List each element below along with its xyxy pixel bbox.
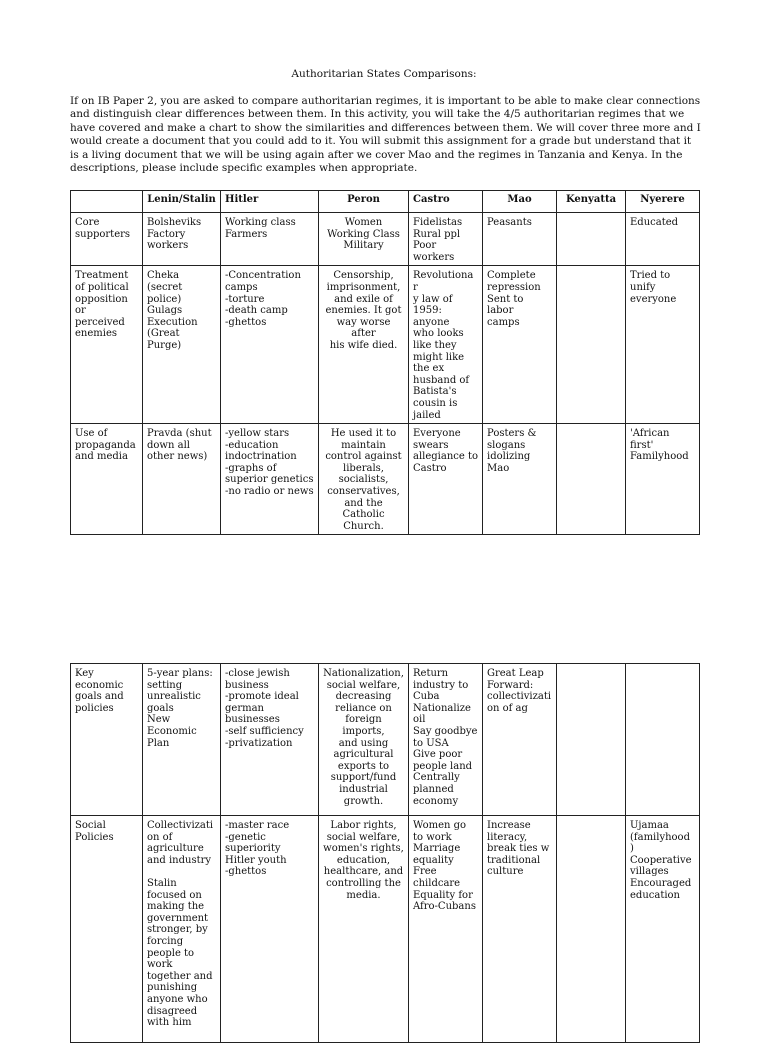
header-cell: Lenin/Stalin — [143, 191, 221, 213]
table-cell: Revolutionar y law of 1959: anyone who looks like they might like the ex husband of Batista's cousin is jailed — [409, 266, 483, 424]
table-cell: Return industry to Cuba Nationalize oil Say goodbye to USA Give poor people land Centrally planned economy — [409, 664, 483, 816]
table-cell: -yellow stars -education indoctrination -graphs of superior genetics -no radio or news — [221, 424, 319, 535]
table-cell — [557, 816, 626, 1043]
table-cell: -Concentration camps -torture -death camp -ghettos — [221, 266, 319, 424]
table-cell: Women go to work Marriage equality Free childcare Equality for Afro-Cubans — [409, 816, 483, 1043]
table-cell: Increase literacy, break ties w traditional culture — [483, 816, 557, 1043]
intro-paragraph: If on IB Paper 2, you are asked to compare authoritarian regimes, it is important to be able to make clear connections and distinguish clear differences between them. In this activity, you will take the 4/5 authoritarian regimes that we have covered and make a chart to show the similarities and differences between them. We will cover three more and I would create a document that you could add to it. You will submit this assignment for a grade but understand that it is a living document that we will be using again after we cover Mao and the regimes in Tanzania and Kenya. In the descriptions, please include specific examples when appropriate. — [70, 95, 701, 175]
header-cell: Castro — [409, 191, 483, 213]
table-cell: Women Working Class Military — [319, 213, 409, 266]
table-cell: Complete repression Sent to labor camps — [483, 266, 557, 424]
table-cell — [557, 213, 626, 266]
header-cell — [71, 191, 143, 213]
table-row — [71, 816, 700, 1043]
table-cell: Everyone swears allegiance to Castro — [409, 424, 483, 535]
row-label: Key economic goals and policies — [71, 664, 143, 816]
row-label: Use of propaganda and media — [71, 424, 143, 535]
table-cell: Peasants — [483, 213, 557, 266]
table-cell: Great Leap Forward: collectivizati on of ag — [483, 664, 557, 816]
header-cell: Kenyatta — [557, 191, 626, 213]
table-cell: 'African first' Familyhood — [626, 424, 700, 535]
table-cell: Working class Farmers — [221, 213, 319, 266]
table-row — [71, 213, 700, 266]
table-cell — [557, 664, 626, 816]
table-cell: Bolsheviks Factory workers — [143, 213, 221, 266]
page-title: Authoritarian States Comparisons: — [291, 68, 477, 80]
table-cell: Tried to unify everyone — [626, 266, 700, 424]
table-cell: Labor rights, social welfare, women's rights, education, healthcare, and controlling the media. — [319, 816, 409, 1043]
table-cell: -close jewish business -promote ideal german businesses -self sufficiency -privatization — [221, 664, 319, 816]
comparison-table-continued — [70, 663, 700, 1043]
table-cell: Nationalization, social welfare, decreasing reliance on foreign imports, and using agricultural exports to support/fund industrial growth. — [319, 664, 409, 816]
table-cell: Collectivizati on of agriculture and industry Stalin focused on making the government stronger, by forcing people to work together and punishing anyone who disagreed with him — [143, 816, 221, 1043]
header-cell: Nyerere — [626, 191, 700, 213]
header-cell: Hitler — [221, 191, 319, 213]
table-cell — [557, 424, 626, 535]
header-cell: Mao — [483, 191, 557, 213]
table-row — [71, 664, 700, 816]
table-cell: Fidelistas Rural ppl Poor workers — [409, 213, 483, 266]
row-label: Treatment of political opposition or perceived enemies — [71, 266, 143, 424]
row-label: Core supporters — [71, 213, 143, 266]
table-cell: Educated — [626, 213, 700, 266]
table-cell: Posters & slogans idolizing Mao — [483, 424, 557, 535]
table-cell: Censorship, imprisonment, and exile of enemies. It got way worse after his wife died. — [319, 266, 409, 424]
table-cell: 5-year plans: setting unrealistic goals New Economic Plan — [143, 664, 221, 816]
header-row — [71, 191, 700, 213]
table-row — [71, 424, 700, 535]
table-cell: He used it to maintain control against liberals, socialists, conservatives, and the Catholic Church. — [319, 424, 409, 535]
table-cell — [557, 266, 626, 424]
table-cell: Pravda (shut down all other news) — [143, 424, 221, 535]
table-cell: Ujamaa (familyhood ) Cooperative villages Encouraged education — [626, 816, 700, 1043]
comparison-table — [70, 190, 700, 535]
table-cell: -master race -genetic superiority Hitler youth -ghettos — [221, 816, 319, 1043]
row-label: Social Policies — [71, 816, 143, 1043]
table-row — [71, 266, 700, 424]
table-cell: Cheka (secret police) Gulags Execution (Great Purge) — [143, 266, 221, 424]
header-cell: Peron — [319, 191, 409, 213]
table-cell — [626, 664, 700, 816]
